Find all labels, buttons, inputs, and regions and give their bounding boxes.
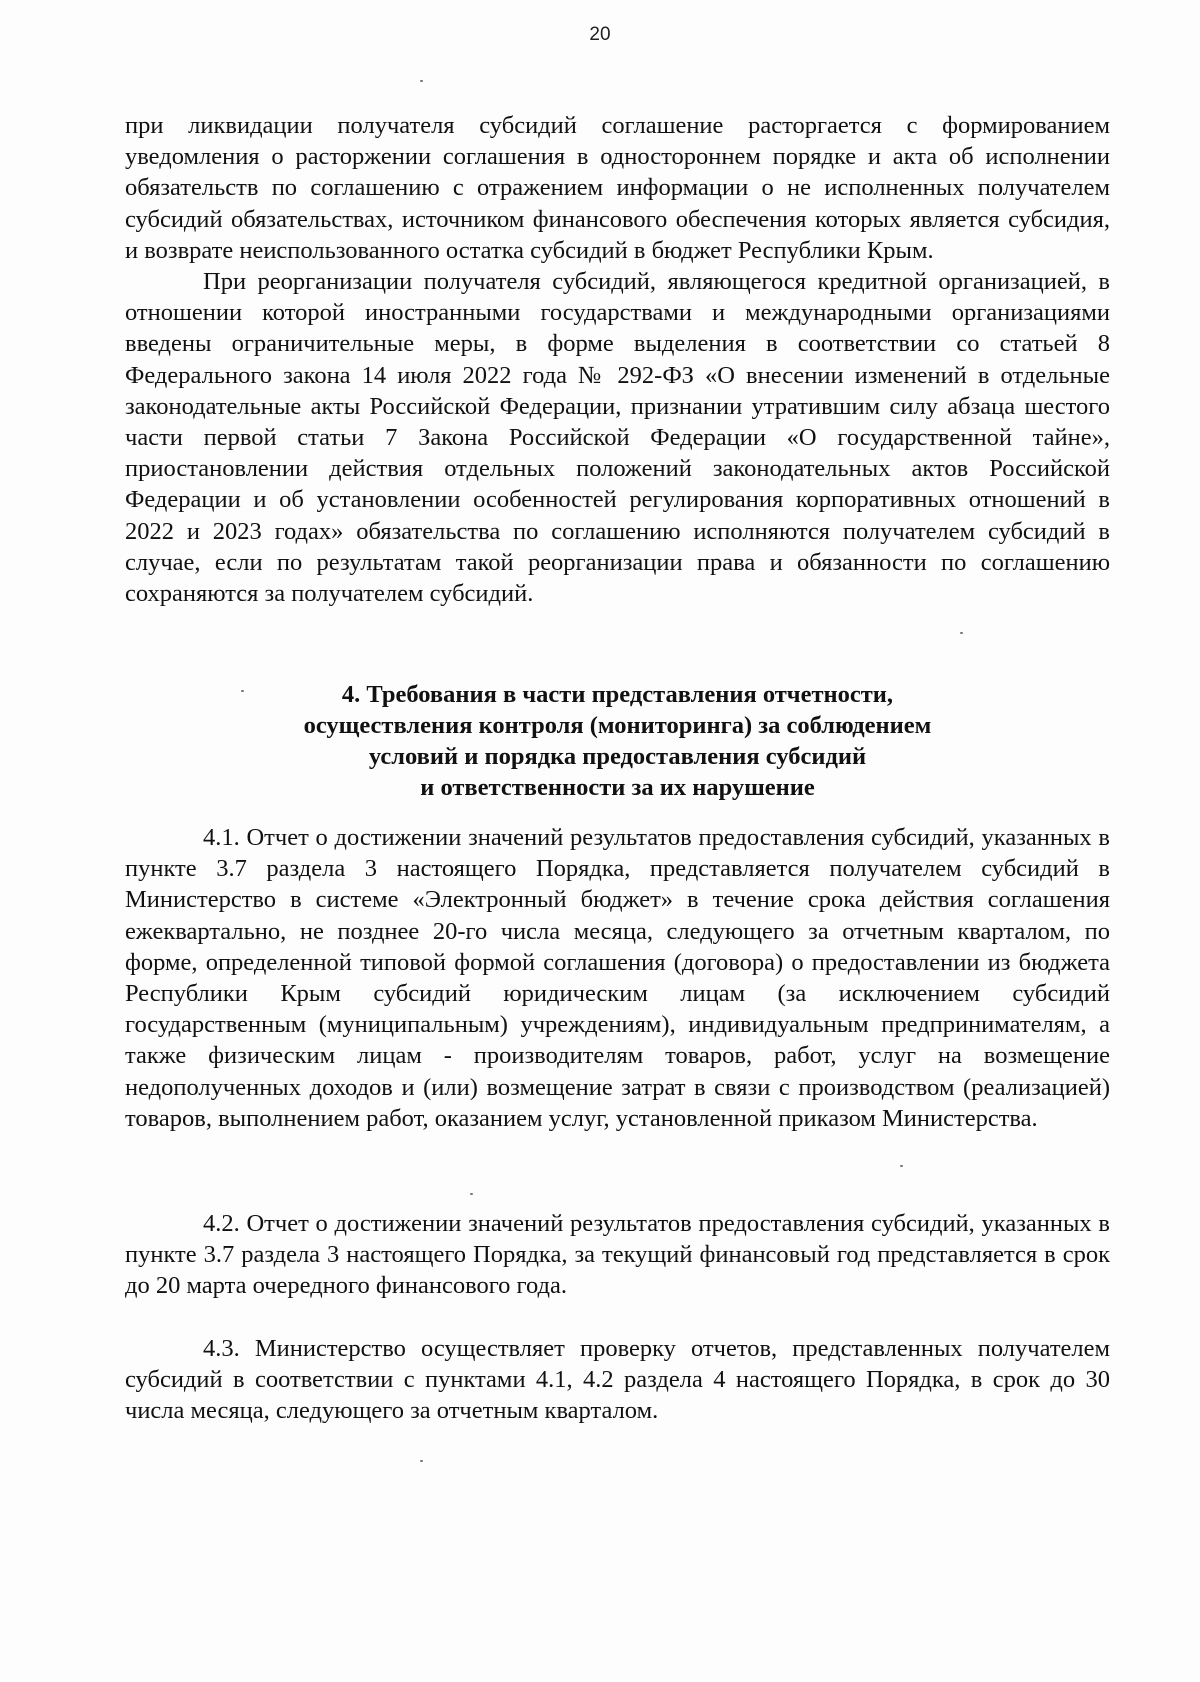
paragraph-reorganization: При реорганизации получателя субсидий, являющегося кредитной организацией, в отношении которой иностранными государствами и международными организациями введены ограничительные меры, в форме выделения в соответствии со статьей 8 Федерального закона 14 июля 2022 года № 292-ФЗ «О внесении изменений в отдельные законодательные акты Российской Федерации, признании утратившим силу абзаца шестого части первой статьи 7 Закона Российской Федерации «О государственной тайне», приостановлении действия отдельных положений законодательных актов Российской Федерации и об установлении особенностей регулирования корпоративных отношений в 2022 и 2023 годах» обязательства по соглашению исполняются получателем субсидий в случае, если по результатам такой реорганизации права и обязанности по соглашению сохраняются за получателем субсидий. <box>125 268 1110 608</box>
clause-4-3-block <box>125 1333 1110 1427</box>
section-heading-line-3: условий и порядка предоставления субсидий <box>368 743 867 770</box>
clause-4-3: 4.3. Министерство осуществляет проверку отчетов, представленных получателем субсидий в соответствии с пунктами 4.1, 4.2 раздела 4 настоящего Порядка, в срок до 30 числа месяца, следующего за отчетным кварталом. <box>125 1335 1110 1425</box>
section-heading <box>125 679 1110 803</box>
paragraph-liquidation: при ликвидации получателя субсидий соглашение расторгается с формированием уведомления о расторжении соглашения в одностороннем порядке и акта об исполнении обязательств по соглашению с отражением информации о не исполненных получателем субсидий обязательствах, источником финансового обеспечения которых является субсидия, и возврате неиспользованного остатка субсидий в бюджет Республики Крым. <box>125 112 1110 264</box>
section-heading-line-2: осуществления контроля (мониторинга) за соблюдением <box>303 712 932 739</box>
scan-speck <box>960 632 963 634</box>
clause-4-2: 4.2. Отчет о достижении значений результатов предоставления субсидий, указанных в пункте 3.7 раздела 3 настоящего Порядка, за текущий финансовый год представляется в срок до 20 марта очередного финансового года. <box>125 1210 1110 1300</box>
section-heading-line-1: 4. Требования в части представления отчетности, <box>341 681 894 708</box>
scan-speck <box>900 1165 903 1167</box>
page-number: 20 <box>589 24 611 45</box>
top-text-block <box>125 110 1110 609</box>
clause-4-1-block <box>125 822 1110 1134</box>
scan-speck <box>420 80 423 82</box>
section-heading-line-4: и ответственности за их нарушение <box>420 774 815 801</box>
clause-4-1: 4.1. Отчет о достижении значений результатов предоставления субсидий, указанных в пункте 3.7 раздела 3 настоящего Порядка, представляется получателем субсидий в Министерство в системе «Электронный бюджет» в течение срока действия соглашения ежеквартально, не позднее 20-го числа месяца, следующего за отчетным кварталом, по форме, определенной типовой формой соглашения (договора) о предоставлении из бюджета Республики Крым субсидий юридическим лицам (за исключением субсидий государственным (муниципальным) учреждениям), индивидуальным предпринимателям, а также физическим лицам - производителям товаров, работ, услуг на возмещение недополученных доходов и (или) возмещение затрат в связи с производством (реализацией) товаров, выполнением работ, оказанием услуг, установленной приказом Министерства. <box>125 824 1110 1132</box>
clause-4-2-block <box>125 1208 1110 1302</box>
scan-speck <box>241 690 244 692</box>
scan-speck <box>420 1460 423 1462</box>
scan-speck <box>470 1193 473 1195</box>
